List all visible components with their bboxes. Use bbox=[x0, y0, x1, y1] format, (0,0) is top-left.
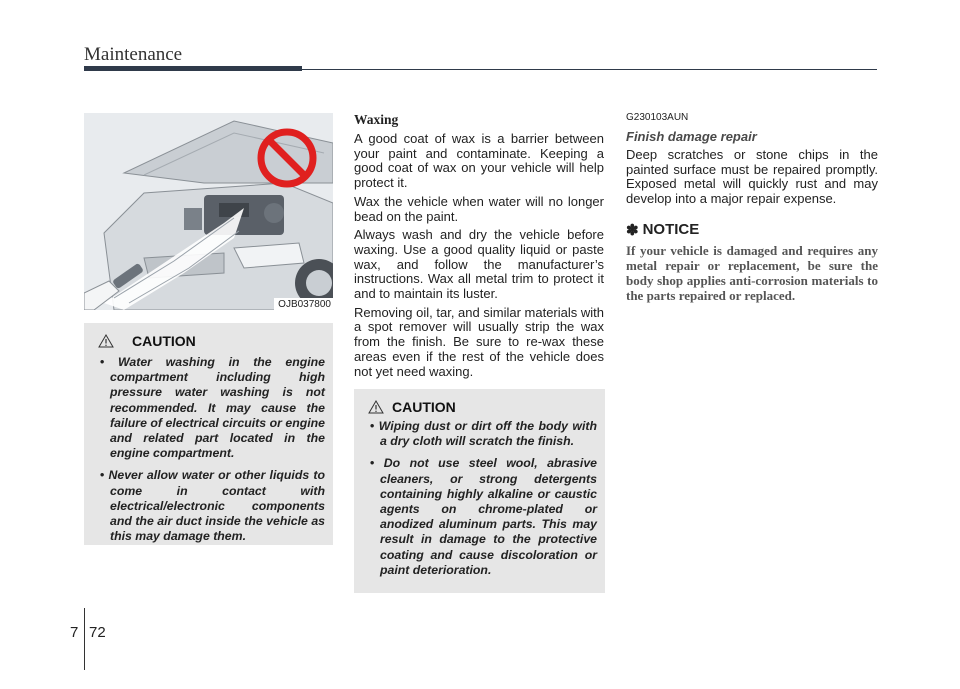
caution-heading bbox=[354, 389, 605, 415]
image-caption: OJB037800 bbox=[274, 298, 333, 310]
notice-symbol-icon: ✽ bbox=[626, 221, 639, 239]
caution-list bbox=[354, 415, 605, 578]
caution-item: • Do not use steel wool, abrasive cleaners, or strong detergents containing highly alkaline or caustic agents on chrome-plated or anodized aluminum parts. This may result in damage to the protective coating and cause discoloration or paint deterioration. bbox=[360, 456, 597, 578]
notice-heading bbox=[626, 221, 878, 239]
caution-item: • Water washing in the engine compartment including high pressure water washing is not recommended. It may cause the failure of electrical circuits or engine and related part located in the engine compartment. bbox=[90, 355, 325, 461]
caution-item: • Wiping dust or dirt off the body with a dry cloth will scratch the finish. bbox=[360, 419, 597, 449]
engine-wash-illustration bbox=[84, 113, 333, 310]
caution-item: • Never allow water or other liquids to come in contact with electrical/electronic components and the air duct inside the vehicle as this may damage them. bbox=[90, 468, 325, 544]
caution-heading bbox=[84, 323, 333, 349]
caution-title: CAUTION bbox=[132, 333, 196, 349]
waxing-paragraph: A good coat of wax is a barrier between your paint and contaminate. Keeping a good coat of wax on your vehicle will help protect it. bbox=[354, 131, 604, 191]
waxing-paragraph: Always wash and dry the vehicle before waxing. Use a good quality liquid or paste wax, and follow the manufacturer’s instructions. Wax all metal trim to protect it and to maintain its luster. bbox=[354, 227, 604, 302]
caution-box-paint-care bbox=[354, 389, 605, 593]
caution-box-engine-washing bbox=[84, 323, 333, 545]
notice-body: If your vehicle is damaged and requires any metal repair or replacement, be sure the body shop applies anti-corrosion materials to the parts repaired or replaced. bbox=[626, 242, 878, 304]
no-symbol-icon bbox=[256, 127, 318, 189]
finish-damage-heading: Finish damage repair bbox=[626, 129, 757, 144]
warning-triangle-icon bbox=[368, 400, 384, 414]
finish-damage-section bbox=[626, 112, 878, 304]
page-number: 72 bbox=[89, 624, 106, 641]
waxing-paragraph: Wax the vehicle when water will no longer bead on the paint. bbox=[354, 193, 604, 224]
section-code: G230103AUN bbox=[626, 112, 689, 123]
waxing-paragraph: Removing oil, tar, and similar materials with a spot remover will usually strip the wax from the finish. Be sure to re-wax these areas even if the rest of the vehicle does not yet need waxing. bbox=[354, 304, 604, 379]
waxing-heading: Waxing bbox=[354, 112, 399, 127]
notice-title: NOTICE bbox=[642, 221, 700, 239]
footer-divider bbox=[84, 608, 85, 670]
chapter-number: 7 bbox=[70, 624, 79, 641]
caution-title: CAUTION bbox=[392, 399, 456, 415]
header-rule-thin bbox=[302, 69, 877, 70]
section-title: Maintenance bbox=[84, 44, 183, 65]
waxing-section bbox=[354, 112, 604, 383]
finish-damage-body: Deep scratches or stone chips in the painted surface must be repaired promptly. Exposed metal will quickly rust and may develop into a major repair expense. bbox=[626, 147, 878, 207]
caution-list bbox=[84, 349, 333, 544]
header-rule-thick bbox=[84, 66, 302, 71]
warning-triangle-icon bbox=[98, 334, 114, 348]
